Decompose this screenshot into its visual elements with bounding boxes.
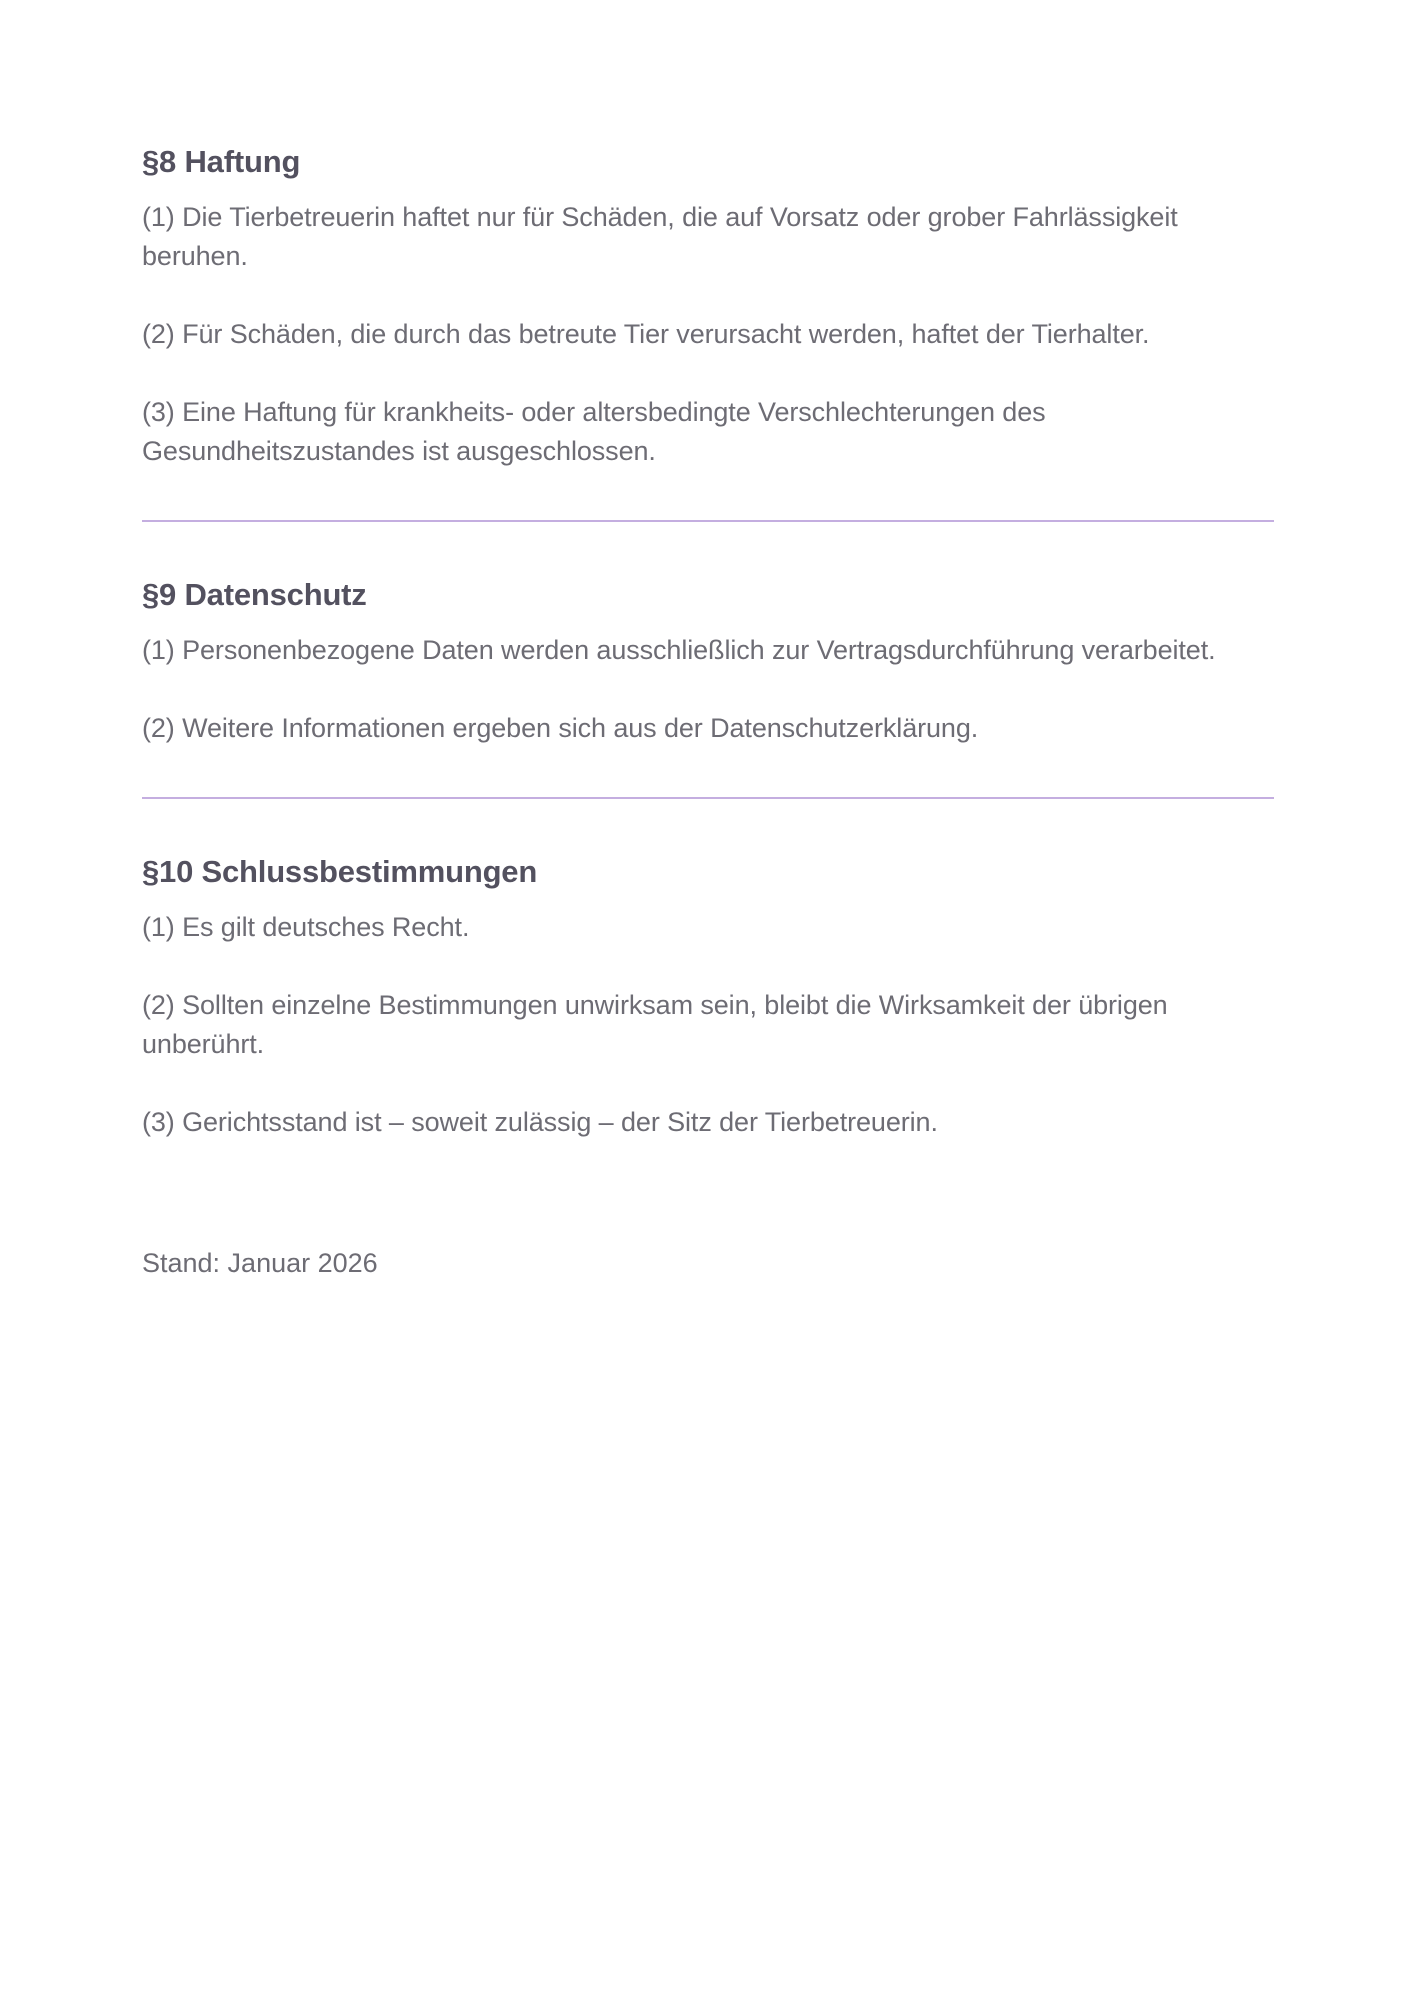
document-date: Stand: Januar 2026 xyxy=(142,1248,378,1278)
section-title: §10 Schlussbestimmungen xyxy=(142,854,538,889)
section-haftung xyxy=(142,140,1274,471)
paragraph: (3) Eine Haftung für krankheits- oder altersbedingte Verschlechterungen des Gesundheitszustandes ist ausgeschlossen. xyxy=(142,397,1046,466)
paragraph: (3) Gerichtsstand ist – soweit zulässig – der Sitz der Tierbetreuerin. xyxy=(142,1107,938,1137)
paragraph: (1) Es gilt deutsches Recht. xyxy=(142,912,470,942)
section-title: §9 Datenschutz xyxy=(142,577,367,612)
section-schlussbestimmungen xyxy=(142,850,1274,1142)
document-page xyxy=(142,140,1274,1283)
paragraph: (2) Sollten einzelne Bestimmungen unwirksam sein, bleibt die Wirksamkeit der übrigen unberührt. xyxy=(142,990,1168,1059)
section-title: §8 Haftung xyxy=(142,144,301,179)
paragraph: (1) Die Tierbetreuerin haftet nur für Schäden, die auf Vorsatz oder grober Fahrlässigkeit beruhen. xyxy=(142,202,1178,271)
paragraph: (2) Weitere Informationen ergeben sich aus der Datenschutzerklärung. xyxy=(142,713,979,743)
paragraph: (2) Für Schäden, die durch das betreute Tier verursacht werden, haftet der Tierhalter. xyxy=(142,319,1150,349)
paragraph: (1) Personenbezogene Daten werden ausschließlich zur Vertragsdurchführung verarbeitet. xyxy=(142,635,1216,665)
section-datenschutz xyxy=(142,573,1274,748)
